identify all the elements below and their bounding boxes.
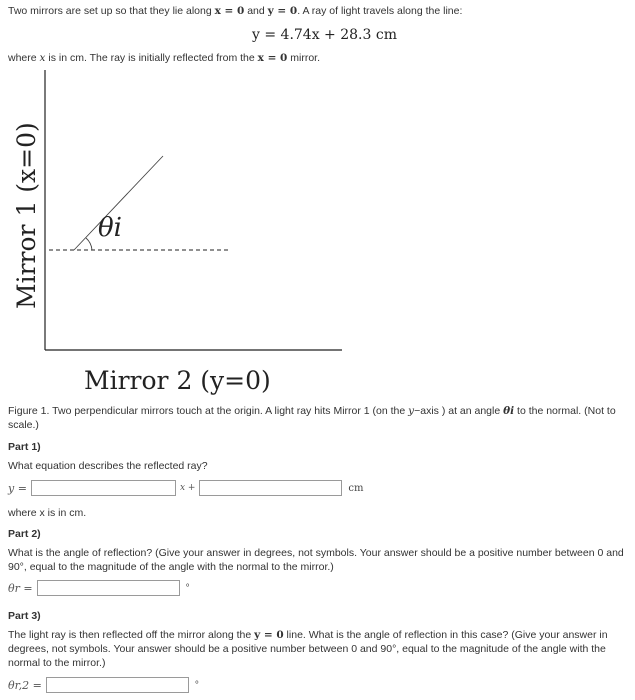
part1-x-plus: x + [179,483,196,493]
part3-question [8,628,630,670]
caption-text-c: to the normal. (Not to scale.) [8,405,616,431]
part3-answer-row [8,677,199,693]
intercept-input[interactable] [199,480,342,496]
caption-text-b: −axis ) at an angle [414,405,504,417]
caption-text-a: Figure 1. Two perpendicular mirrors touch at the origin. A light ray hits Mirror 1 (on the [8,405,409,417]
slope-input[interactable] [31,480,176,496]
main-equation: y = 4.74x + 28.3 cm [252,27,397,43]
part2-question: What is the angle of reflection? (Give your answer in degrees, not symbols. Your answer should be a positive number between 0 and 90°, equal to the magnitude of the angle with the normal to the mirror.) [8,547,624,573]
part3-question-eq: y = 0 [254,629,284,641]
caption-y: y [408,405,415,417]
where-text-a: where [8,52,40,64]
second-reflection-angle-input[interactable] [46,677,189,693]
intro-text-c: . A ray of light travels along the line: [297,5,463,17]
part1-answer-row [8,480,364,496]
part2-label: θr = [8,581,33,595]
caption-theta: θi [503,405,515,417]
mirror2-label: Mirror 2 (y=0) [84,366,271,395]
part2-unit: ° [185,582,190,594]
reflection-angle-input[interactable] [37,580,180,596]
where-text-c: mirror. [287,52,321,64]
part3-question-a: The light ray is then reflected off the mirror along the [8,629,255,641]
part2-heading: Part 2) [8,528,41,540]
part3-heading: Part 3) [8,610,41,622]
mirror-diagram [8,68,343,395]
intro-text-b: and [244,5,268,17]
part1-where: where x is in cm. [8,507,87,519]
part1-heading: Part 1) [8,441,41,453]
part3-unit: ° [194,679,199,691]
part1-question: What equation describes the reflected ray? [8,460,208,472]
intro-text [8,5,462,17]
angle-arc [86,238,92,250]
part1-y-label: y = [8,481,27,495]
angle-label: θi [98,213,122,243]
mirror-figure [8,68,343,395]
part3-question-b: line. What is the angle of reflection in this case? (Give your answer in degrees, not symbols. Your answer should be a positive number between 0 and 90°, equal to the magnitude of the angle with the normal to the mirror.) [8,629,608,669]
where-x: x [39,52,46,64]
where-eq: x = 0 [257,52,288,64]
mirror1-label: Mirror 1 (x=0) [12,122,41,309]
intro-eq-y0: y = 0 [267,5,298,17]
where-text-b: is in cm. The ray is initially reflected from the [45,52,258,64]
intro-text-a: Two mirrors are set up so that they lie along [8,5,215,17]
where-cm-text [8,52,320,64]
figure-caption [8,404,628,432]
part3-label: θr,2 = [8,678,42,692]
intro-eq-x0: x = 0 [214,5,245,17]
part1-unit: cm [348,482,364,494]
part2-answer-row [8,580,190,596]
